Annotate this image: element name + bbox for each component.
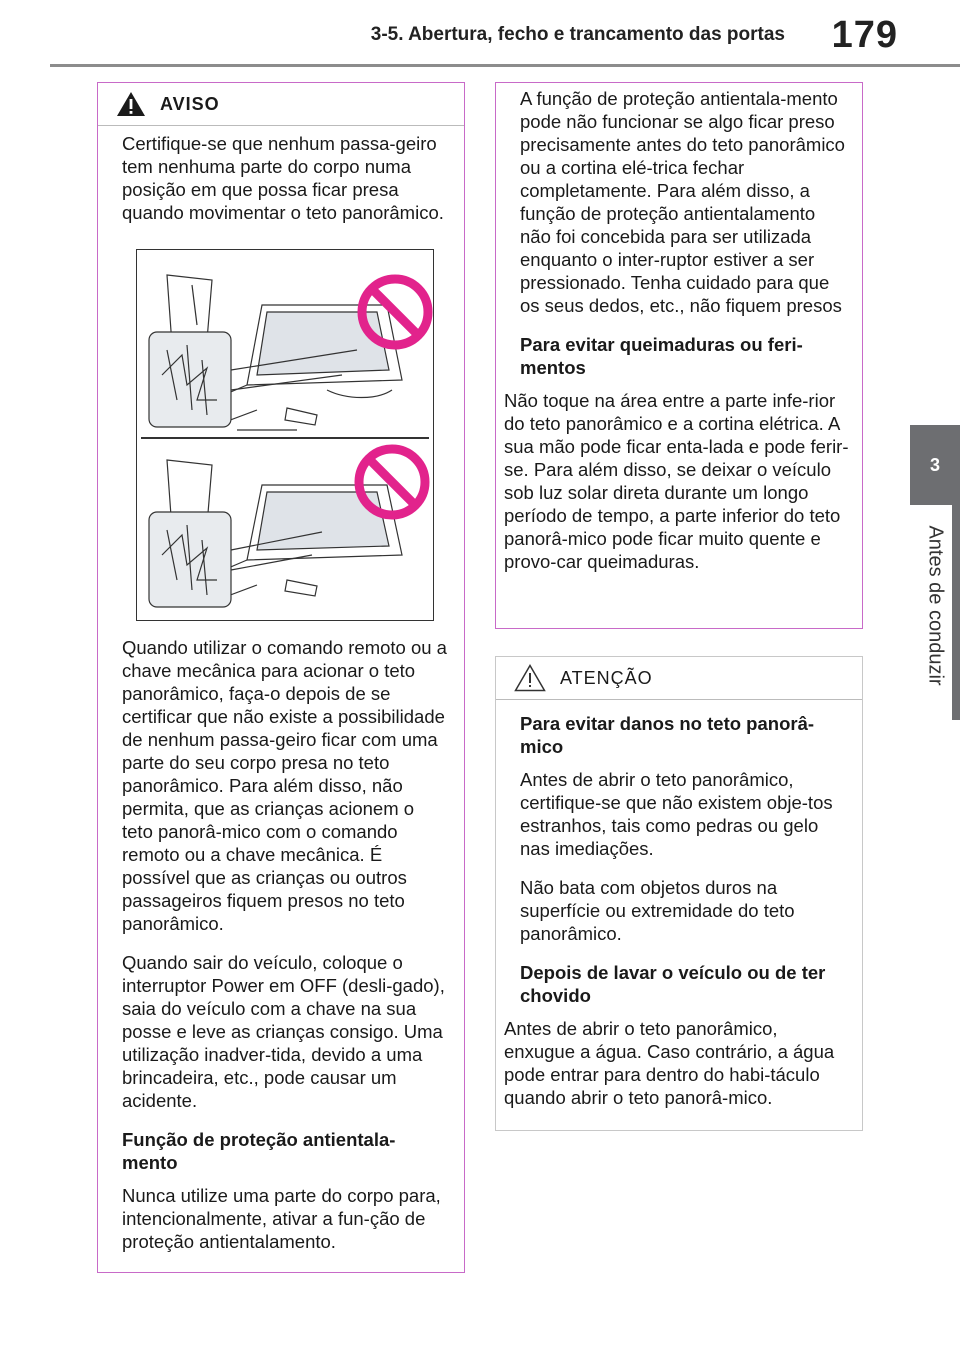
caution-title: ATENÇÃO (560, 667, 653, 688)
warning-exit-text: Quando sair do veículo, coloque o interruptor Power em OFF (desli-gado), saia do veículo com a chave na sua posse e leve as crianças consigo. Uma utilização inadver-tida, devido a uma brincadeira, etc., pode causar um acidente. (122, 952, 445, 1111)
wash-heading: Depois de lavar o veículo ou de ter chovido (520, 962, 826, 1006)
objects-text: Antes de abrir o teto panorâmico, certifique-se que não existem obje-tos estranhos, tais como pedras ou gelo nas imediações. (520, 769, 833, 859)
antipinch-continued-text: A função de proteção antientala-mento pode não funcionar se algo ficar preso precisamente antes do teto panorâmico ou a cortina elé-trica fechar completamente. Para além disso, a função de proteção antientalamento não foi concebida para ser utilizada enquanto o inter-ruptor estiver a ser pressionado. Tenha cuidado para que os seus dedos, etc., não fiquem presos (520, 88, 845, 316)
warning-triangle-icon (116, 91, 146, 117)
warning-box-header (98, 83, 464, 126)
caution-box-header (496, 657, 862, 700)
caution-triangle-icon (514, 664, 546, 692)
antipinch-heading: Função de proteção antientala-mento (122, 1129, 396, 1173)
warning-intro-text: Certifique-se que nenhum passa-geiro tem nenhuma parte do corpo numa posição em que possa ficar presa quando movimentar o teto panorâmico. (122, 133, 444, 223)
page-number: 179 (831, 14, 898, 56)
prohibition-icon (359, 449, 425, 515)
burns-text: Não toque na área entre a parte infe-rior do teto panorâmico e a cortina elétrica. A sua mão pode ficar enta-lada e pode ferir-se. Para além disso, se deixar o veículo sob luz solar direta durante um longo período de tempo, a parte inferior do teto panorâ-mico pode ficar muito quente e provo-car queimaduras. (504, 390, 849, 572)
chapter-side-bar (952, 505, 960, 720)
section-title: 3-5. Abertura, fecho e trancamento das portas (370, 24, 785, 45)
warning-title: AVISO (160, 93, 220, 114)
panoramic-roof-illustration (136, 249, 434, 621)
burns-heading: Para evitar queimaduras ou feri-mentos (520, 334, 803, 378)
warning-remote-text: Quando utilizar o comando remoto ou a chave mecânica para acionar o teto panorâmico, faça-o depois de se certificar que não existe a possibilidade de nenhum passa-geiro ficar com uma parte do seu corpo presa no teto panorâmico. Para além disso, não permita, que as crianças acionem o teto panorâ-mico com o comando remoto ou a chave mecânica. É possível que as crianças ou outros passageiros fiquem presos no teto panorâmico. (122, 637, 447, 934)
warning-box (97, 82, 465, 1273)
pinch-hazard-illustration (137, 250, 433, 620)
warning-box-continued (495, 82, 863, 629)
damage-heading: Para evitar danos no teto panorâ-mico (520, 713, 815, 757)
chapter-tab (910, 425, 960, 505)
chapter-number: 3 (929, 454, 940, 475)
header-divider (50, 64, 960, 67)
hard-objects-text: Não bata com objetos duros na superfície ou extremidade do teto panorâmico. (520, 877, 795, 944)
antipinch-text: Nunca utilize uma parte do corpo para, intencionalmente, ativar a fun-ção de proteção antientalamento. (122, 1185, 441, 1252)
chapter-label: Antes de conduzir (924, 524, 947, 686)
wash-text: Antes de abrir o teto panorâmico, enxugue a água. Caso contrário, a água pode entrar para dentro do habi-táculo quando abrir o teto panorâ-mico. (504, 1018, 835, 1108)
caution-box (495, 656, 863, 1131)
